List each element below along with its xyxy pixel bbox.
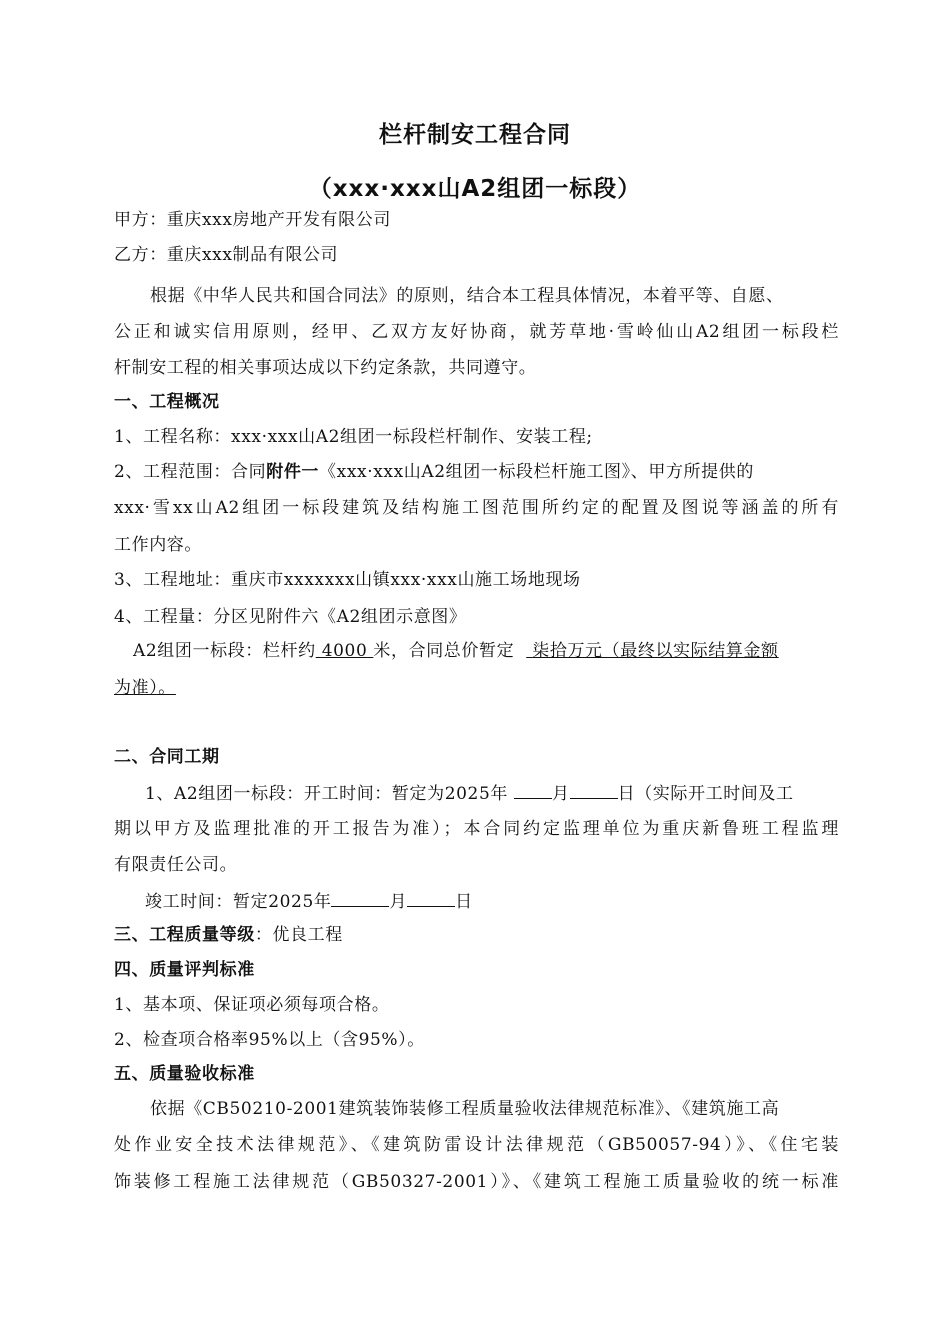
quantity-prefix: A2组团一标段：栏杆约 — [133, 641, 316, 661]
price-line-2: 为准）。 — [114, 678, 176, 698]
completion-time: 竣工时间：暂定2025年 月 日 — [145, 888, 839, 914]
end-day-blank[interactable] — [407, 888, 455, 907]
section-4-heading: 四、质量评判标准 — [114, 960, 255, 980]
project-quantity: 4、工程量：分区见附件六《A2组团示意图》 — [114, 607, 467, 627]
quantity-middle: 米，合同总价暂定 — [373, 641, 515, 661]
intro-line-3: 杆制安工程的相关事项达成以下约定条款，共同遵守。 — [114, 358, 537, 378]
start-time: 1、A2组团一标段：开工时间：暂定为2025年 月 日（实际开工时间及工 — [145, 780, 839, 806]
section-3-heading: 三、工程质量等级 — [114, 925, 255, 945]
start-day-blank[interactable] — [570, 780, 618, 799]
criteria-2: 2、检查项合格率95%以上（含95%）。 — [114, 1030, 425, 1050]
project-scope-text: 《xxx·xxx山A2组团一标段栏杆施工图》、甲方所提供的 — [319, 462, 754, 482]
criteria-1: 1、基本项、保证项必须每项合格。 — [114, 995, 390, 1015]
document-subtitle: （xxx·xxx山A2组团一标段） — [308, 176, 642, 202]
end-month-blank[interactable] — [331, 888, 389, 907]
document-title: 栏杆制安工程合同 — [379, 122, 571, 148]
start-time-line-2: 期以甲方及监理批准的开工报告为准）；本合同约定监理单位为重庆新鲁班工程监理 — [114, 819, 839, 839]
project-scope-line-3: 工作内容。 — [114, 535, 202, 555]
intro-line-1: 根据《中华人民共和国合同法》的原则，结合本工程具体情况，本着平等、自愿、 — [150, 286, 784, 306]
price-value: 柒拾 — [532, 641, 568, 661]
quantity-price-line — [133, 639, 839, 663]
start-month-blank[interactable] — [514, 780, 552, 799]
project-scope-line-2: xxx·雪xx山A2组团一标段建筑及结构施工图范围所约定的配置及图说等涵盖的所有 — [114, 498, 839, 518]
section-5-heading: 五、质量验收标准 — [114, 1064, 255, 1084]
acceptance-line-1: 依据《CB50210-2001建筑装饰装修工程质量验收法律规范标准》、《建筑施工高 — [150, 1099, 780, 1119]
start-time-line-3: 有限责任公司。 — [114, 855, 238, 875]
project-scope — [114, 460, 839, 484]
party-b: 乙方：重庆xxx制品有限公司 — [114, 245, 339, 265]
project-scope-prefix: 2、工程范围：合同 — [114, 462, 267, 482]
project-name: 1、工程名称：xxx·xxx山A2组团一标段栏杆制作、安装工程; — [114, 427, 593, 447]
acceptance-line-2: 处作业安全技术法律规范》、《建筑防雷设计法律规范（GB50057-94）》、《住宅装 — [114, 1135, 839, 1155]
party-a: 甲方：重庆xxx房地产开发有限公司 — [114, 210, 391, 230]
quality-grade: ：优良工程 — [254, 925, 343, 945]
quantity-value: 4000 — [321, 641, 368, 661]
acceptance-line-3: 饰装修工程施工法律规范（GB50327-2001）》、《建筑工程施工质量验收的统一标准 — [114, 1172, 839, 1192]
intro-line-2: 公正和诚实信用原则，经甲、乙双方友好协商，就芳草地·雪岭仙山A2组团一标段栏 — [114, 322, 839, 342]
section-2-heading: 二、合同工期 — [114, 747, 220, 767]
section-3 — [114, 923, 839, 947]
price-suffix: 万元（最终以实际结算金额 — [567, 641, 779, 661]
section-1-heading: 一、工程概况 — [114, 392, 220, 412]
attachment-label: 附件一 — [266, 462, 320, 482]
project-address: 3、工程地址：重庆市xxxxxxx山镇xxx·xxx山施工场地现场 — [114, 570, 581, 590]
